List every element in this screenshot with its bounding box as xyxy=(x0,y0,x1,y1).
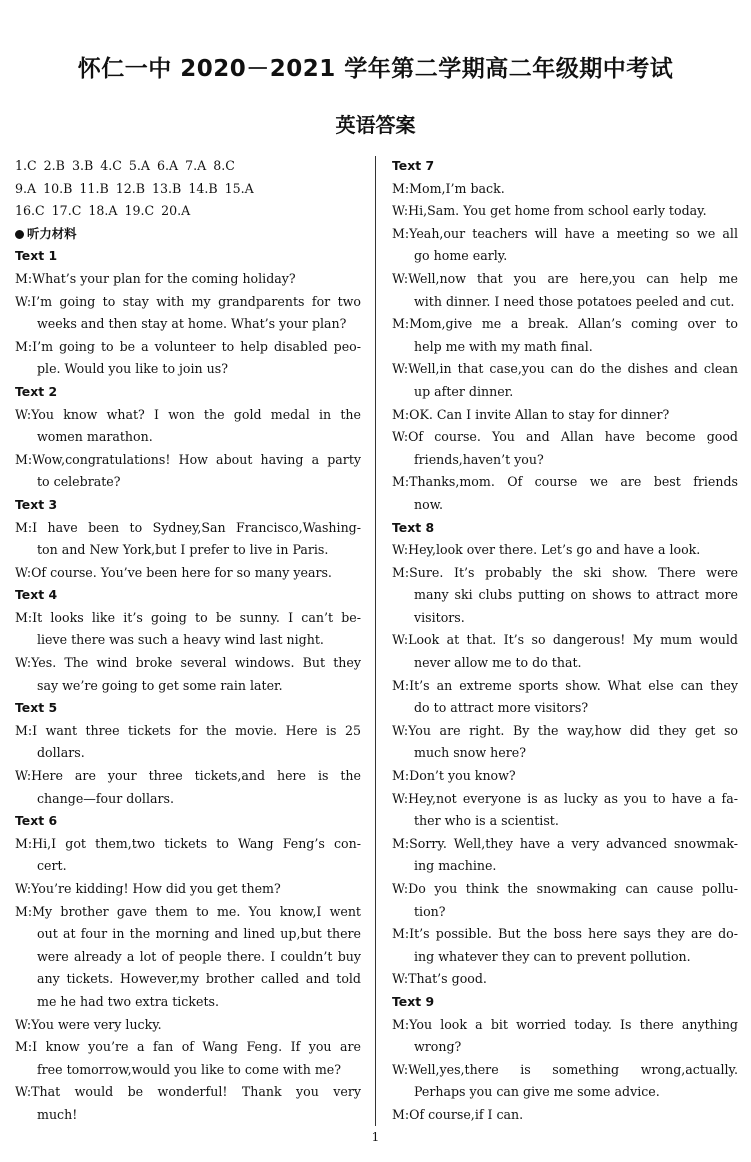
transcript-line: M:Thanks,mom. Of course we are best friends xyxy=(392,474,738,490)
transcript-line-continued: to celebrate? xyxy=(37,474,121,490)
transcript-line-continued: friends,haven’t you? xyxy=(414,451,544,467)
transcript-line: M:It’s possible. But the boss here says they are do- xyxy=(392,926,738,942)
answer-item: 20.A xyxy=(161,203,191,219)
answer-item: 9.A xyxy=(15,180,37,196)
bullet-icon xyxy=(15,230,24,239)
transcript-line: M:Hi,I got them,two tickets to Wang Feng’s con- xyxy=(15,835,361,851)
transcript-line: M:Sure. It’s probably the ski show. There were xyxy=(392,564,738,580)
answer-row xyxy=(15,200,361,223)
transcript-line-continued: me he had two extra tickets. xyxy=(37,993,219,1009)
transcript-line: W:Well,now that you are here,you can help me xyxy=(392,270,738,286)
answer-item: 14.B xyxy=(188,180,218,196)
transcript-line-continued: many ski clubs putting on shows to attract more xyxy=(414,587,738,603)
transcript-line-continued: cert. xyxy=(37,858,67,874)
answer-row xyxy=(15,155,361,178)
transcript-line: W:That’s good. xyxy=(392,971,487,987)
text-heading: Text 3 xyxy=(15,496,58,512)
text-heading: Text 5 xyxy=(15,700,58,716)
transcript-line-continued: were already a lot of people there. I couldn’t buy xyxy=(37,948,361,964)
transcript-line: M:Don’t you know? xyxy=(392,768,516,784)
transcript-line-continued: lieve there was such a heavy wind last night. xyxy=(37,632,324,648)
transcript-line: M:Mom,I’m back. xyxy=(392,180,505,196)
transcript-line: M:Wow,congratulations! How about having a party xyxy=(15,451,361,467)
left-column xyxy=(15,155,361,1127)
transcript-line-continued: much! xyxy=(37,1106,78,1122)
transcript-line: M:I want three tickets for the movie. Here is 25 xyxy=(15,722,361,738)
answer-item: 13.B xyxy=(152,180,182,196)
transcript-line-continued: dollars. xyxy=(37,745,85,761)
transcript-line-continued: ing whatever they can to prevent pollution. xyxy=(414,948,691,964)
transcript-line-continued: with dinner. I need those potatoes peeled and cut. xyxy=(414,293,735,309)
answer-item: 19.C xyxy=(124,203,155,219)
transcript-line-continued: out at four in the morning and lined up,but there xyxy=(37,926,361,942)
answer-item: 5.A xyxy=(128,158,150,173)
transcript-line-continued: wrong? xyxy=(414,1039,462,1055)
answer-item: 12.B xyxy=(115,180,146,196)
answer-item: 16.C xyxy=(15,203,45,219)
transcript-line: M:Mom,give me a break. Allan’s coming over to xyxy=(392,316,738,332)
transcript-line: W:You were very lucky. xyxy=(15,1016,162,1032)
transcript-line-continued: change—four dollars. xyxy=(37,790,174,806)
answer-item: 10.B xyxy=(43,180,73,196)
transcript-line: W:I’m going to stay with my grandparents for two xyxy=(15,293,361,309)
transcript-line: W:Of course. You’ve been here for so many years. xyxy=(15,564,332,580)
section-label-text: 听力材料 xyxy=(27,225,77,241)
transcript-line-continued: ton and New York,but I prefer to live in Paris. xyxy=(37,542,329,558)
transcript-line-continued: Perhaps you can give me some advice. xyxy=(414,1084,660,1100)
text-heading: Text 4 xyxy=(15,587,58,603)
transcript-line-continued: any tickets. However,my brother called and told xyxy=(37,971,361,987)
transcript-line: M:It looks like it’s going to be sunny. I can’t be- xyxy=(15,609,361,625)
transcript-line: W:Here are your three tickets,and here is the xyxy=(15,768,361,784)
text-heading: Text 7 xyxy=(392,158,435,173)
transcript-line: M:Of course,if I can. xyxy=(392,1106,524,1122)
transcript-line-continued: do to attract more visitors? xyxy=(414,700,589,716)
answer-item: 1.C xyxy=(15,158,37,173)
transcript-line-continued: say we’re going to get some rain later. xyxy=(37,677,283,693)
transcript-line: M:OK. Can I invite Allan to stay for dinner? xyxy=(392,406,670,422)
answer-item: 18.A xyxy=(88,203,118,219)
transcript-line: M:Sorry. Well,they have a very advanced snowmak- xyxy=(392,835,738,851)
left-transcript xyxy=(15,245,361,1126)
column-divider xyxy=(375,156,376,1126)
transcript-line-continued: visitors. xyxy=(414,609,465,625)
transcript-line: W:Look at that. It’s so dangerous! My mum would xyxy=(392,632,738,648)
transcript-line: M:You look a bit worried today. Is there anything xyxy=(392,1016,738,1032)
transcript-line: W:You are right. By the way,how did they get so xyxy=(392,722,738,738)
answer-item: 7.A xyxy=(185,158,207,173)
transcript-line-continued: much snow here? xyxy=(414,745,526,761)
text-heading: Text 2 xyxy=(15,383,58,399)
section-label xyxy=(15,223,361,246)
transcript-line: M:I have been to Sydney,San Francisco,Washing- xyxy=(15,519,361,535)
right-transcript xyxy=(392,155,738,1127)
text-heading: Text 1 xyxy=(15,248,58,264)
transcript-line-continued: never allow me to do that. xyxy=(414,655,582,671)
text-heading: Text 6 xyxy=(15,813,58,829)
answer-row xyxy=(15,178,361,201)
transcript-line: M:Yeah,our teachers will have a meeting so we all xyxy=(392,225,738,241)
answer-item: 2.B xyxy=(43,158,65,173)
transcript-line-continued: help me with my math final. xyxy=(414,338,593,354)
transcript-line: W:Of course. You and Allan have become good xyxy=(392,429,738,445)
answer-item: 8.C xyxy=(213,158,235,173)
page-subtitle: 英语答案 xyxy=(335,113,416,137)
transcript-line: M:I know you’re a fan of Wang Feng. If you are xyxy=(15,1039,361,1055)
transcript-line: W:Well,yes,there is something wrong,actually. xyxy=(392,1061,738,1077)
answer-item: 11.B xyxy=(79,180,109,196)
transcript-line-continued: now. xyxy=(414,496,443,512)
answer-item: 17.C xyxy=(51,203,82,219)
page-number: 1 xyxy=(371,1130,380,1144)
transcript-line: W:Hey,not everyone is as lucky as you to have a fa- xyxy=(392,790,738,806)
transcript-line: M:I’m going to be a volunteer to help disabled peo- xyxy=(15,338,361,354)
text-heading: Text 8 xyxy=(392,519,435,535)
transcript-line-continued: women marathon. xyxy=(37,429,153,445)
transcript-line-continued: ing machine. xyxy=(414,858,497,874)
answer-item: 4.C xyxy=(100,158,122,173)
transcript-line-continued: ther who is a scientist. xyxy=(414,813,559,829)
transcript-line-continued: go home early. xyxy=(414,248,508,264)
transcript-line: W:Do you think the snowmaking can cause pollu- xyxy=(392,881,738,896)
transcript-line-continued: up after dinner. xyxy=(414,383,514,399)
right-column xyxy=(392,155,738,1127)
transcript-line: M:My brother gave them to me. You know,I went xyxy=(15,903,361,919)
transcript-line-continued: tion? xyxy=(414,903,446,919)
transcript-line: W:Well,in that case,you can do the dishes and clean xyxy=(392,361,738,377)
transcript-line: W:You’re kidding! How did you get them? xyxy=(15,881,281,896)
text-heading: Text 9 xyxy=(392,993,435,1009)
transcript-line-continued: free tomorrow,would you like to come with me? xyxy=(37,1061,341,1077)
transcript-line-continued: ple. Would you like to join us? xyxy=(37,361,228,377)
answer-item: 15.A xyxy=(224,180,254,196)
transcript-line: M:It’s an extreme sports show. What else can they xyxy=(392,677,738,693)
transcript-line: W:That would be wonderful! Thank you very xyxy=(15,1084,361,1100)
answer-item: 3.B xyxy=(71,158,94,173)
page-title: 怀仁一中 2020－2021 学年第二学期高二年级期中考试 xyxy=(77,56,674,82)
transcript-line-continued: weeks and then stay at home. What’s your plan? xyxy=(37,316,347,332)
transcript-line: M:What’s your plan for the coming holiday? xyxy=(15,270,296,286)
transcript-line: W:Hi,Sam. You get home from school early today. xyxy=(392,203,707,219)
transcript-line: W:Yes. The wind broke several windows. But they xyxy=(15,655,361,671)
transcript-line: W:Hey,look over there. Let’s go and have a look. xyxy=(392,542,701,558)
answer-item: 6.A xyxy=(157,158,179,173)
transcript-line: W:You know what? I won the gold medal in the xyxy=(15,406,361,422)
